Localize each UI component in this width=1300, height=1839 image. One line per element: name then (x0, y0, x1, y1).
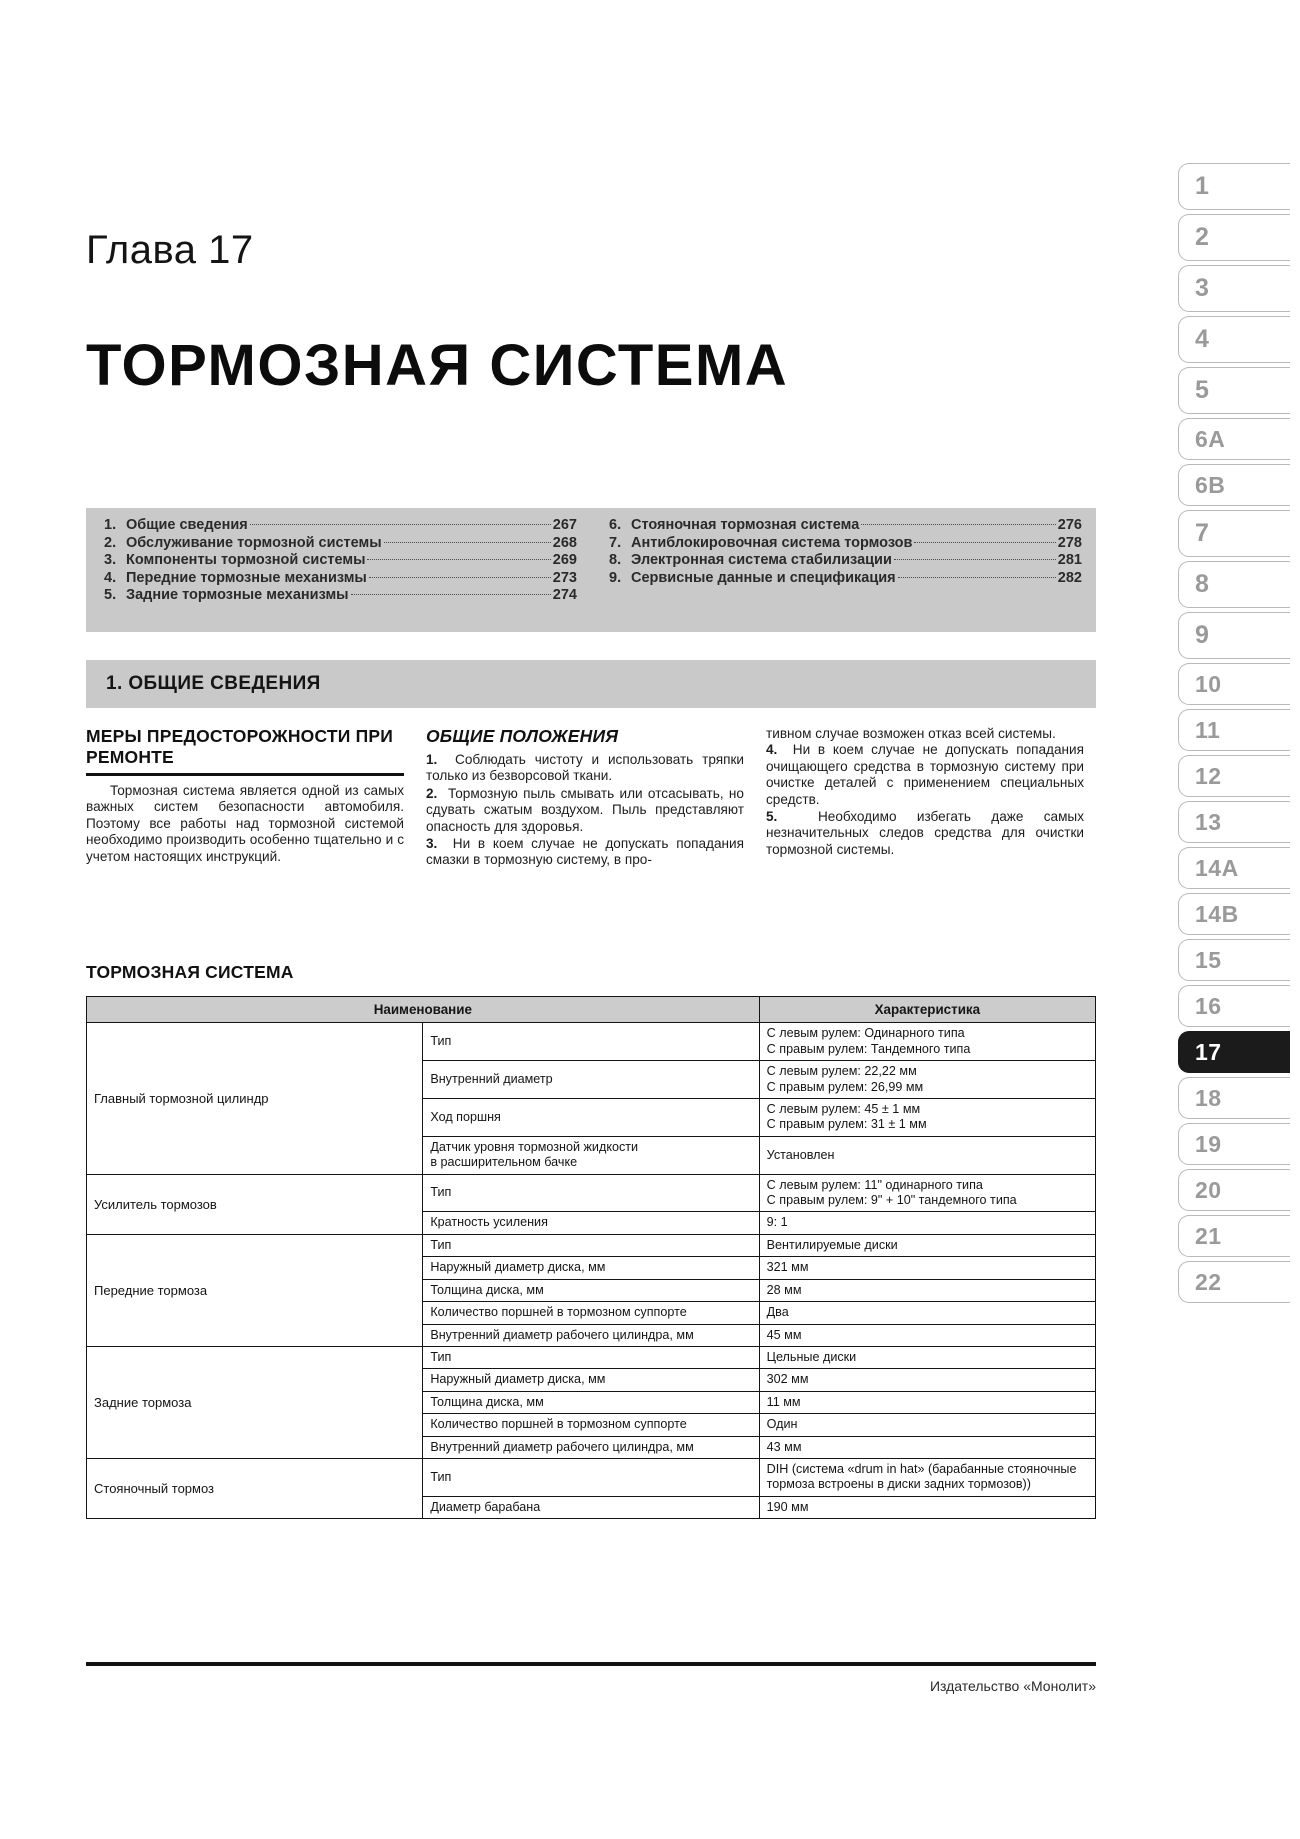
chapter-tab-17[interactable] (1178, 1031, 1290, 1073)
chapter-tab-label: 17 (1195, 1038, 1222, 1065)
chapter-tab-label: 14A (1195, 854, 1239, 881)
toc-entry-label: Общие сведения (126, 517, 248, 533)
chapter-tab-label: 6B (1195, 471, 1226, 498)
table-cell-name: Количество поршней в тормозном суппорте (423, 1302, 759, 1324)
table-cell-name: Диаметр барабана (423, 1496, 759, 1518)
table-row (87, 1023, 1096, 1061)
chapter-tab-10[interactable] (1178, 663, 1290, 705)
toc-leader-dots (384, 542, 551, 543)
chapter-tab-7[interactable] (1178, 510, 1290, 557)
toc-leader-dots (369, 577, 551, 578)
table-cell-value: 190 мм (759, 1496, 1095, 1518)
footer-divider (86, 1662, 1096, 1666)
section-heading-label: 1. ОБЩИЕ СВЕДЕНИЯ (106, 673, 321, 694)
chapter-tab-5[interactable] (1178, 367, 1290, 414)
numbered-paragraph (766, 809, 1084, 858)
spec-table-head (87, 997, 1096, 1023)
table-cell-name: Внутренний диаметр (423, 1061, 759, 1099)
toc-entry-page: 282 (1057, 569, 1082, 586)
toc-entry-page: 281 (1057, 552, 1082, 569)
chapter-tab-rail (1178, 163, 1290, 1303)
chapter-tab-label: 4 (1195, 325, 1210, 353)
table-cell-value: С левым рулем: 22,22 мм С правым рулем: 26,99 мм (759, 1061, 1095, 1099)
toc-entry[interactable] (104, 570, 577, 588)
table-of-contents (86, 508, 1096, 632)
toc-entry-number: 8. (609, 552, 622, 569)
table-cell-value: С левым рулем: Одинарного типа С правым рулем: Тандемного типа (759, 1023, 1095, 1061)
chapter-tab-label: 5 (1195, 376, 1210, 404)
table-row (87, 1234, 1096, 1256)
column-precautions (86, 726, 404, 869)
table-row (87, 1174, 1096, 1212)
chapter-tab-label: 20 (1195, 1176, 1222, 1203)
chapter-tab-label: 3 (1195, 274, 1210, 302)
table-cell-value: 45 мм (759, 1324, 1095, 1346)
numbered-paragraph (426, 786, 744, 835)
toc-leader-dots (914, 542, 1055, 543)
paragraph-number: 4. (766, 742, 793, 758)
chapter-tab-label: 2 (1195, 223, 1210, 251)
table-cell-name: Тип (423, 1234, 759, 1256)
column-general-provisions (426, 726, 744, 869)
body-columns (86, 726, 1096, 869)
chapter-tab-14a[interactable] (1178, 847, 1290, 889)
table-cell-name: Тип (423, 1458, 759, 1496)
table-cell-value: Вентилируемые диски (759, 1234, 1095, 1256)
table-cell-value: 9: 1 (759, 1212, 1095, 1234)
chapter-tab-11[interactable] (1178, 709, 1290, 751)
table-cell-name: Датчик уровня тормозной жидкости в расширительном бачке (423, 1136, 759, 1174)
chapter-tab-label: 19 (1195, 1130, 1222, 1157)
chapter-label: Глава 17 (86, 228, 254, 272)
toc-entry-label: Стояночная тормозная система (631, 517, 860, 533)
table-cell-value: 11 мм (759, 1391, 1095, 1413)
toc-entry-page: 269 (552, 552, 577, 569)
toc-leader-dots (861, 524, 1056, 525)
table-group-label: Передние тормоза (87, 1234, 423, 1346)
chapter-tab-label: 15 (1195, 946, 1222, 973)
toc-entry-page: 273 (552, 569, 577, 586)
chapter-tab-18[interactable] (1178, 1077, 1290, 1119)
paragraph-text: Соблюдать чистоту и использовать тряпки только из безворсовой ткани. (426, 752, 744, 784)
footer-publisher: Издательство «Монолит» (929, 1678, 1096, 1694)
chapter-tab-label: 14B (1195, 900, 1239, 927)
chapter-tab-1[interactable] (1178, 163, 1290, 210)
chapter-tab-label: 12 (1195, 762, 1222, 789)
numbered-paragraph (426, 752, 744, 785)
toc-entry-number: 4. (104, 569, 117, 586)
toc-entry-number: 9. (609, 569, 622, 586)
chapter-tab-9[interactable] (1178, 612, 1290, 659)
table-cell-name: Внутренний диаметр рабочего цилиндра, мм (423, 1324, 759, 1346)
table-cell-name: Наружный диаметр диска, мм (423, 1257, 759, 1279)
general-provisions-list-continued (766, 742, 1084, 858)
paragraph-number: 3. (426, 836, 453, 852)
toc-entry-label: Обслуживание тормозной системы (126, 534, 382, 551)
chapter-tab-12[interactable] (1178, 755, 1290, 797)
table-cell-name: Внутренний диаметр рабочего цилиндра, мм (423, 1436, 759, 1458)
toc-entry-label: Передние тормозные механизмы (126, 569, 367, 586)
toc-column-right (591, 508, 1096, 632)
table-cell-name: Ход поршня (423, 1099, 759, 1137)
chapter-tab-21[interactable] (1178, 1215, 1290, 1257)
toc-leader-dots (250, 524, 551, 525)
chapter-tab-label: 16 (1195, 992, 1222, 1019)
chapter-tab-label: 22 (1195, 1268, 1222, 1295)
numbered-paragraph (766, 742, 1084, 808)
table-group-label: Задние тормоза (87, 1346, 423, 1458)
chapter-tab-16[interactable] (1178, 985, 1290, 1027)
paragraph-number: 2. (426, 785, 448, 801)
toc-entry[interactable] (609, 552, 1082, 570)
toc-entry-label: Электронная система стабилизации (631, 552, 892, 569)
chapter-tab-19[interactable] (1178, 1123, 1290, 1165)
table-cell-name: Толщина диска, мм (423, 1391, 759, 1413)
paragraph-number: 5. (766, 809, 818, 825)
chapter-tab-label: 1 (1195, 172, 1210, 200)
precautions-paragraph: Тормозная система является одной из самых важных систем безопасности автомобиля. Поэтому все работы над тормозной системой необходимо производить особенно тщательно и с учетом настоящих инструкций. (86, 783, 404, 864)
chapter-tab-2[interactable] (1178, 214, 1290, 261)
toc-entry-page: 278 (1057, 534, 1082, 551)
chapter-tab-label: 7 (1195, 519, 1210, 547)
chapter-tab-6a[interactable] (1178, 418, 1290, 460)
chapter-tab-3[interactable] (1178, 265, 1290, 312)
toc-entry-page: 268 (552, 534, 577, 551)
table-cell-value: 302 мм (759, 1369, 1095, 1391)
toc-column-left (86, 508, 591, 632)
table-cell-value: 28 мм (759, 1279, 1095, 1301)
chapter-tab-8[interactable] (1178, 561, 1290, 608)
toc-entry-label: Компоненты тормозной системы (126, 552, 366, 569)
toc-leader-dots (898, 577, 1056, 578)
paragraph-text: Тормозную пыль смывать или отсасывать, но сдувать сжатым воздухом. Пыль представляют опасность для здоровья. (426, 785, 744, 834)
chapter-tab-label: 11 (1195, 716, 1221, 743)
toc-entry-number: 3. (104, 552, 117, 569)
chapter-tab-label: 9 (1195, 621, 1210, 649)
table-group-label: Главный тормозной цилиндр (87, 1023, 423, 1174)
table-group-label: Стояночный тормоз (87, 1458, 423, 1518)
general-provisions-list (426, 752, 744, 869)
toc-entry-page: 274 (552, 587, 577, 604)
toc-entry[interactable] (104, 517, 577, 535)
toc-leader-dots (351, 594, 551, 595)
page-title: ТОРМОЗНАЯ СИСТЕМА (86, 333, 789, 398)
paragraph-text: Ни в коем случае не допускать попадания смазки в тормозную систему, в про- (426, 836, 745, 868)
toc-entry-number: 6. (609, 517, 622, 533)
toc-entry-label: Задние тормозные механизмы (126, 587, 349, 604)
toc-entry[interactable] (609, 517, 1082, 535)
chapter-tab-20[interactable] (1178, 1169, 1290, 1211)
spec-table-body (87, 1023, 1096, 1519)
numbered-paragraph (426, 836, 744, 869)
column-header-characteristic: Характеристика (759, 997, 1095, 1023)
table-group-label: Усилитель тормозов (87, 1174, 423, 1234)
chapter-tab-15[interactable] (1178, 939, 1290, 981)
table-cell-value: 43 мм (759, 1436, 1095, 1458)
precautions-heading: МЕРЫ ПРЕДОСТОРОЖНОСТИ ПРИ РЕМОНТЕ (86, 726, 394, 767)
paragraph-text: Ни в коем случае не допускать попадания очищающего средства в тормозную систему при очистке деталей с применением специальных средств. (766, 742, 1085, 807)
toc-entry-number: 5. (104, 587, 117, 604)
chapter-tab-14b[interactable] (1178, 893, 1290, 935)
continued-paragraph: тивном случае возможен отказ всей системы. (766, 726, 1056, 741)
chapter-tab-label: 21 (1195, 1222, 1222, 1249)
toc-leader-dots (894, 559, 1056, 560)
toc-entry-number: 1. (104, 517, 117, 533)
table-row (87, 1458, 1096, 1496)
toc-entry-page: 276 (1057, 517, 1082, 533)
table-row (87, 1346, 1096, 1368)
table-cell-name: Кратность усиления (423, 1212, 759, 1234)
chapter-tab-label: 6A (1195, 425, 1226, 452)
column-general-provisions-continued (766, 726, 1084, 869)
table-cell-name: Тип (423, 1346, 759, 1368)
general-provisions-heading: ОБЩИЕ ПОЛОЖЕНИЯ (426, 726, 619, 746)
toc-entry-label: Антиблокировочная система тормозов (631, 534, 913, 551)
table-cell-value: С левым рулем: 45 ± 1 мм С правым рулем: 31 ± 1 мм (759, 1099, 1095, 1137)
chapter-tab-label: 13 (1195, 808, 1222, 835)
table-cell-value: 321 мм (759, 1257, 1095, 1279)
toc-leader-dots (367, 559, 550, 560)
table-cell-value: Цельные диски (759, 1346, 1095, 1368)
table-cell-value: Один (759, 1414, 1095, 1436)
heading-rule (86, 773, 404, 776)
table-cell-name: Тип (423, 1023, 759, 1061)
chapter-tab-label: 8 (1195, 570, 1210, 598)
paragraph-text: Необходимо избегать даже самых незначительных следов средства для очистки тормозной системы. (766, 809, 1084, 857)
toc-entry[interactable] (104, 587, 577, 605)
toc-entry-label: Сервисные данные и спецификация (631, 569, 896, 586)
spec-table-header-row (87, 997, 1096, 1023)
toc-entry[interactable] (104, 535, 577, 553)
spec-table-title: ТОРМОЗНАЯ СИСТЕМА (86, 962, 294, 982)
table-cell-name: Толщина диска, мм (423, 1279, 759, 1301)
toc-entry-number: 7. (609, 534, 622, 551)
column-header-name: Наименование (87, 997, 760, 1023)
chapter-tab-label: 10 (1195, 670, 1222, 697)
chapter-tab-6b[interactable] (1178, 464, 1290, 506)
chapter-tab-label: 18 (1195, 1084, 1222, 1111)
toc-entry-number: 2. (104, 534, 117, 551)
toc-entry-page: 267 (552, 517, 577, 533)
chapter-tab-4[interactable] (1178, 316, 1290, 363)
chapter-tab-13[interactable] (1178, 801, 1290, 843)
toc-entry[interactable] (104, 552, 577, 570)
table-cell-value: Два (759, 1302, 1095, 1324)
table-cell-name: Количество поршней в тормозном суппорте (423, 1414, 759, 1436)
paragraph-number: 1. (426, 752, 455, 767)
table-cell-value: Установлен (759, 1136, 1095, 1174)
table-cell-name: Тип (423, 1174, 759, 1212)
chapter-tab-22[interactable] (1178, 1261, 1290, 1303)
toc-entry[interactable] (609, 570, 1082, 588)
table-cell-value: С левым рулем: 11" одинарного типа С правым рулем: 9" + 10" тандемного типа (759, 1174, 1095, 1212)
table-cell-name: Наружный диаметр диска, мм (423, 1369, 759, 1391)
spec-table (86, 996, 1096, 1519)
section-heading-bar (86, 660, 1096, 708)
toc-entry[interactable] (609, 535, 1082, 553)
table-cell-value: DIH (система «drum in hat» (барабанные стояночные тормоза встроены в диски задних тормозов)) (759, 1458, 1095, 1496)
